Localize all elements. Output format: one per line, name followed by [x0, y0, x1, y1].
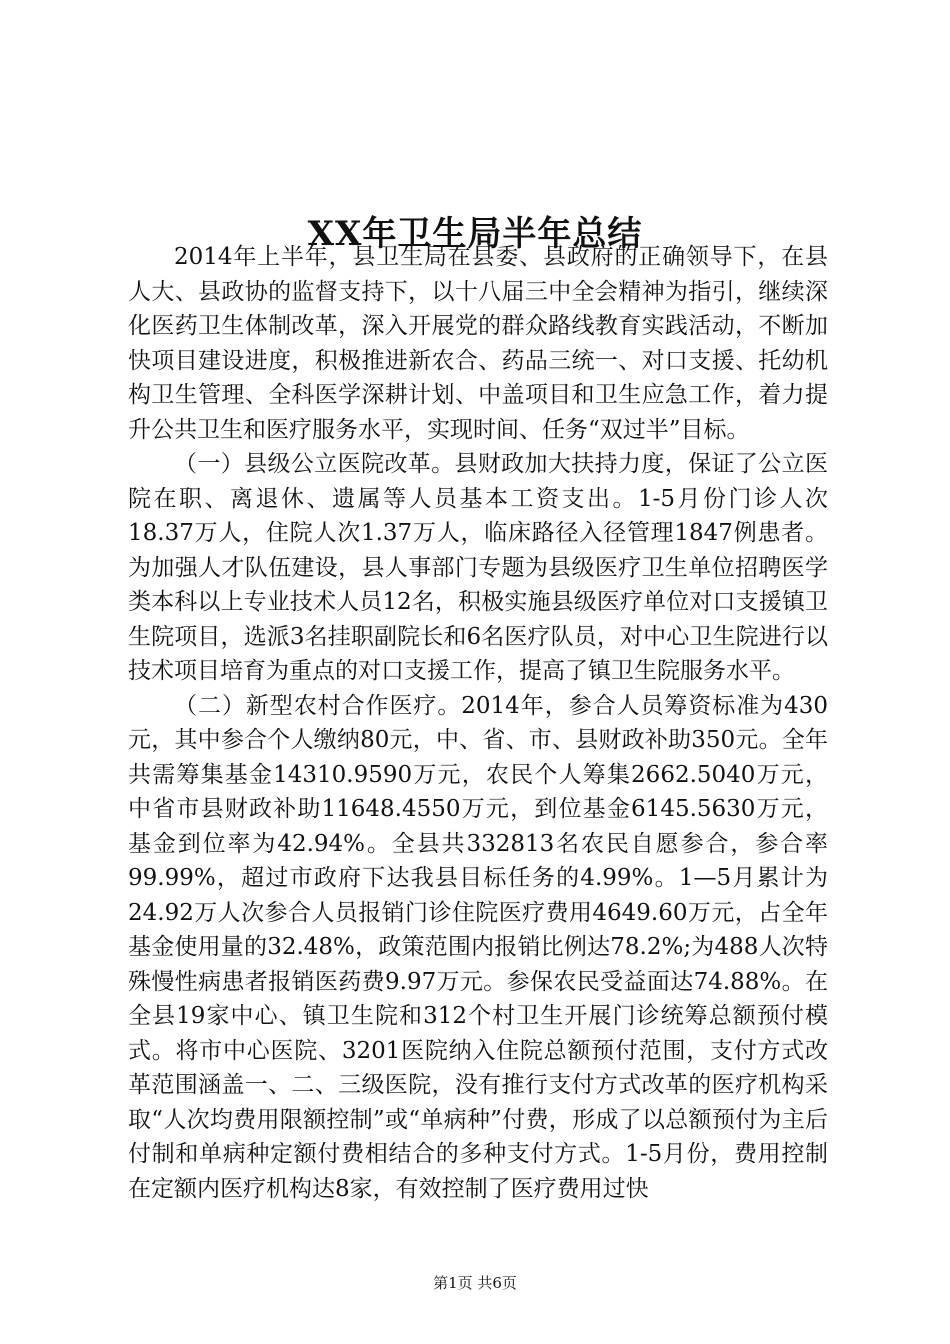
paragraph-rural-cooperative-medical: （二）新型农村合作医疗。2014年，参合人员筹资标准为430元，其中参合个人缴纳80元，中、省、市、县财政补助350元。全年共需筹集基金14310.9590万元，农民个人筹集2662.5040万元，中省市县财政补助11648.4550万元，到位基金6145.5630万元，基金到位率为42.94%。全县共332813名农民自愿参合，参合率99.99%，超过市政府下达我县目标任务的4.99%。1—5月累计为24.92万人次参合人员报销门诊住院医疗费用4649.60万元，占全年基金使用量的32.48%，政策范围内报销比例达78.2%;为488人次特殊慢性病患者报销医药费9.97万元。参保农民受益面达74.88%。在全县19家中心、镇卫生院和312个村卫生开展门诊统筹总额预付模式。将市中心医院、3201医院纳入住院总额预付范围，支付方式改革范围涵盖一、二、三级医院，没有推行支付方式改革的医疗机构采取“人次均费用限额控制”或“单病种”付费，形成了以总额预付为主后付制和单病种定额付费相结合的多种支付方式。1-5月份，费用控制在定额内医疗机构达8家，有效控制了医疗费用过快 — [128, 692, 828, 1202]
document-title: XX年卫生局半年总结 — [307, 213, 643, 254]
paragraph-public-hospital-reform: （一）县级公立医院改革。县财政加大扶持力度，保证了公立医院在职、离退休、遗属等人员基本工资支出。1-5月份门诊人次18.37万人，住院人次1.37万人，临床路径入径管理1847例患者。为加强人才队伍建设，县人事部门专题为县级医疗卫生单位招聘医学类本科以上专业技术人员12名，积极实施县级医疗单位对口支援镇卫生院项目，选派3名挂职副院长和6名医疗队员，对中心卫生院进行以技术项目培育为重点的对口支援工作，提高了镇卫生院服务水平。 — [128, 451, 828, 684]
page-footer: 第1页 共6页 — [433, 1274, 517, 1292]
paragraph-intro: 2014年上半年，县卫生局在县委、县政府的正确领导下，在县人大、县政协的监督支持下，以十八届三中全会精神为指引，继续深化医药卫生体制改革，深入开展党的群众路线教育实践活动，不断加快项目建设进度，积极推进新农合、药品三统一、对口支援、托幼机构卫生管理、全科医学深耕计划、中盖项目和卫生应急工作，着力提升公共卫生和医疗服务水平，实现时间、任务“双过半”目标。 — [128, 244, 828, 443]
document-body — [128, 240, 828, 1206]
